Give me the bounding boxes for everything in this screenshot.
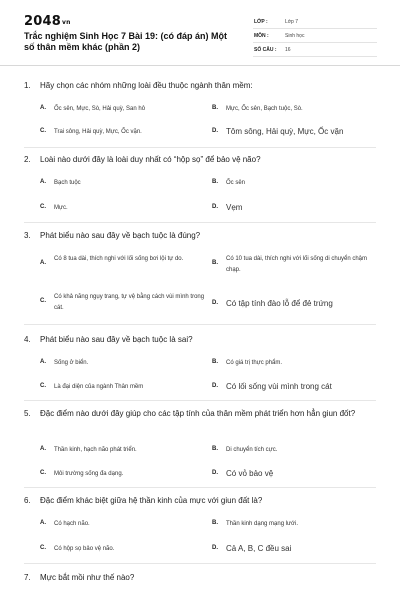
option-text: Môi trường sống đa dạng. [54,471,124,477]
answer-option[interactable] [212,126,380,138]
answer-option[interactable] [40,178,210,190]
option-letter: B. [212,520,218,526]
divider [24,324,376,325]
answer-option[interactable] [212,104,380,116]
question-number: 5. [24,409,31,418]
answer-option[interactable] [40,292,210,316]
option-letter: D. [212,204,218,210]
meta-row-subject [253,29,377,43]
option-letter: A. [40,446,46,452]
option-letter: A. [40,359,46,365]
question-text: Đặc điểm khác biệt giữa hệ thần kinh của mực với giun đất là? [40,496,263,505]
option-letter: B. [212,260,218,266]
answer-option[interactable] [212,445,380,457]
option-letter: A. [40,105,46,111]
meta-row-count [253,43,377,57]
divider [24,400,376,401]
meta-label: LỚP : [254,19,268,25]
option-text: Tôm sông, Hải quỳ, Mực, Ốc vặn [226,127,344,136]
option-letter: D. [212,383,218,389]
answer-option[interactable] [40,382,210,394]
option-text: Trai sông, Hải quỳ, Mực, Ốc vặn. [54,129,142,135]
option-text: Vẹm [226,203,243,212]
option-text: Có 10 tua dài, thích nghi với lối sống di chuyển chậm chạp. [226,256,368,273]
answer-option[interactable] [212,254,380,278]
answer-option[interactable] [40,358,210,370]
question-text: Hãy chọn các nhóm những loài đều thuộc ngành thân mềm: [40,81,253,90]
question-text: Loài nào dưới đây là loài duy nhất có “hộp sọ” để bảo vệ não? [40,155,261,164]
option-text: Có giá trị thực phẩm. [226,360,283,366]
option-text: Thần kinh, hạch não phát triển. [54,447,137,453]
option-text: Có hạch não. [54,521,90,527]
option-text: Ốc sên [226,180,246,186]
option-text: Cả A, B, C đều sai [226,544,292,553]
option-letter: A. [40,520,46,526]
option-letter: A. [40,260,46,266]
answer-option[interactable] [212,202,380,214]
answer-option[interactable] [40,127,210,139]
option-letter: C. [40,298,46,304]
page-header [0,0,400,66]
option-text: Bạch tuộc [54,180,81,186]
question-number: 4. [24,335,31,344]
answer-option[interactable] [40,203,210,215]
option-text: Có vỏ bảo vệ [226,469,274,478]
answer-option[interactable] [212,178,380,190]
option-letter: B. [212,105,218,111]
option-letter: C. [40,128,46,134]
answer-option[interactable] [212,381,380,393]
meta-value: Sinh học [285,33,305,39]
meta-label: SỐ CÂU : [254,47,277,53]
answer-option[interactable] [212,519,380,531]
option-letter: B. [212,446,218,452]
option-text: Có tập tính đào lỗ để đẻ trứng [226,299,333,308]
answer-option[interactable] [40,519,210,531]
option-text: Có hộp sọ bảo vệ não. [54,546,115,552]
answer-option[interactable] [212,358,380,370]
question-number: 7. [24,573,31,582]
option-letter: B. [212,179,218,185]
logo-text: 2048 [24,14,61,29]
option-letter: D. [212,545,218,551]
question-text: Phát biểu nào sau đây về bạch tuộc là đúng? [40,231,201,240]
option-text: Là đại diện của ngành Thân mềm [54,384,144,390]
option-text: Có 8 tua dài, thích nghi với lối sống bơi lội tự do. [54,256,184,262]
option-letter: C. [40,470,46,476]
answer-option[interactable] [212,298,380,310]
question-number: 2. [24,155,31,164]
question-number: 6. [24,496,31,505]
option-text: Di chuyển tích cực. [226,447,278,453]
answer-option[interactable] [212,543,380,555]
option-letter: C. [40,204,46,210]
option-letter: A. [40,179,46,185]
meta-value: 16 [285,47,291,53]
meta-row-class [253,15,377,29]
option-text: Có lối sống vùi mình trong cát [226,382,332,391]
option-text: Ốc sên, Mực, Sò, Hải quỳ, San hô [54,106,146,112]
option-text: Có khả năng ngụy trang, tự vệ bằng cách vùi mình trong cát. [54,294,205,311]
option-letter: C. [40,545,46,551]
option-text: Mực. [54,205,68,211]
option-letter: D. [212,470,218,476]
question-text: Đặc điểm nào dưới đây giúp cho các tập tính của thân mềm phát triển hơn hẳn giun đốt? [40,409,356,418]
question-number: 1. [24,81,31,90]
logo-suffix: vn [61,19,71,26]
question-text: Phát biểu nào sau đây về bạch tuộc là sai? [40,335,193,344]
divider [24,487,376,488]
site-logo[interactable] [24,14,71,29]
option-text: Thần kinh dạng mạng lưới. [226,521,298,527]
question-text: Mực bắt mồi như thế nào? [40,573,135,582]
option-letter: D. [212,128,218,134]
answer-option[interactable] [40,469,210,481]
option-letter: D. [212,300,218,306]
answer-option[interactable] [40,254,210,278]
divider [24,563,376,564]
option-letter: C. [40,383,46,389]
divider [24,222,376,223]
answer-option[interactable] [40,104,210,116]
answer-option[interactable] [40,445,210,457]
option-letter: B. [212,359,218,365]
meta-label: MÔN : [254,33,269,39]
question-number: 3. [24,231,31,240]
option-text: Mực, Ốc sên, Bạch tuộc, Sò. [226,106,303,112]
divider [24,147,376,148]
meta-value: Lớp 7 [285,19,299,25]
answer-option[interactable] [212,468,380,480]
option-text: Sống ở biển. [54,360,89,366]
answer-option[interactable] [40,544,210,556]
page-title: Trắc nghiệm Sinh Học 7 Bài 19: (có đáp án) Một số thân mềm khác (phần 2) [24,31,228,52]
